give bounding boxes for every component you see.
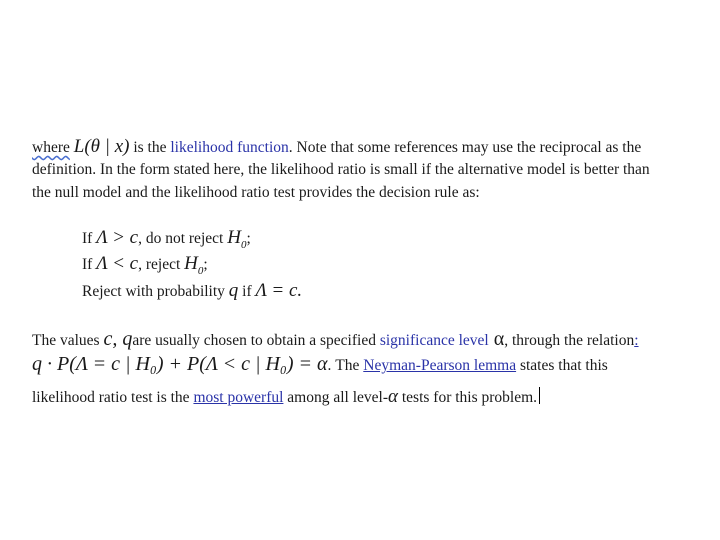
alpha-symbol: α (488, 328, 505, 350)
text-line3-a: likelihood ratio test is the (32, 389, 194, 406)
math-lambda-gt-c: Λ > c (96, 227, 139, 248)
rule-do-not-reject (82, 227, 251, 251)
para1-line3: the null model and the likelihood ratio test provides the decision rule as: (32, 184, 480, 201)
para2-line2 (32, 353, 608, 376)
rule2-if: If (82, 256, 97, 273)
link-neyman-pearson-lemma[interactable]: Neyman-Pearson lemma (363, 357, 517, 374)
link-most-powerful[interactable]: most powerful (193, 389, 284, 406)
rule1-end: ; (246, 230, 251, 247)
text-the-values: The values (32, 332, 104, 349)
equation-relation: q · P(Λ = c | H₀) + P(Λ < c | H₀) = α (32, 353, 328, 375)
text-is-the: is the (129, 139, 171, 156)
link-significance-level[interactable]: significance level (379, 332, 489, 349)
math-c-q: c, q (103, 328, 133, 350)
para2-line3 (32, 386, 540, 408)
rule3-text: Reject with probability (82, 283, 229, 300)
text-cursor (539, 387, 540, 404)
rule2-text: , reject (138, 256, 185, 273)
math-likelihood-function: L(θ | x) (73, 136, 130, 157)
text-states: states that this (516, 357, 608, 374)
math-lambda-lt-c: Λ < c (96, 253, 139, 274)
link-likelihood-function[interactable]: likelihood function (170, 139, 289, 156)
text-the: . The (327, 357, 364, 374)
text-are-chosen: are usually chosen to obtain a specified (132, 332, 380, 349)
rule3-if: if (238, 283, 256, 300)
text-line3-c: tests for this problem. (398, 389, 538, 406)
rule2-end: ; (203, 256, 208, 273)
rule1-text: , do not reject (138, 230, 228, 247)
math-h0: $H_0$ (227, 227, 247, 251)
math-h0: $H_0$ (184, 253, 204, 277)
para2-line1 (32, 328, 639, 351)
rule1-if: If (82, 230, 97, 247)
text-rest-line1: . Note that some references may use the reciprocal as the (288, 139, 642, 156)
text-relation: , through the relation (504, 332, 635, 349)
word-where[interactable]: where (32, 139, 70, 156)
rule-reject-with-probability (82, 280, 302, 302)
rule-reject (82, 253, 208, 277)
para1-line1 (32, 136, 641, 158)
text-line3-b: among all level- (283, 389, 389, 406)
para1-line2: definition. In the form stated here, the likelihood ratio is small if the alternative model is better than (32, 161, 650, 178)
alpha-symbol-line3: α (388, 386, 398, 407)
math-lambda-eq-c: Λ = c. (255, 280, 303, 301)
link-relation-colon[interactable]: : (634, 332, 639, 349)
math-q: q (228, 280, 239, 301)
